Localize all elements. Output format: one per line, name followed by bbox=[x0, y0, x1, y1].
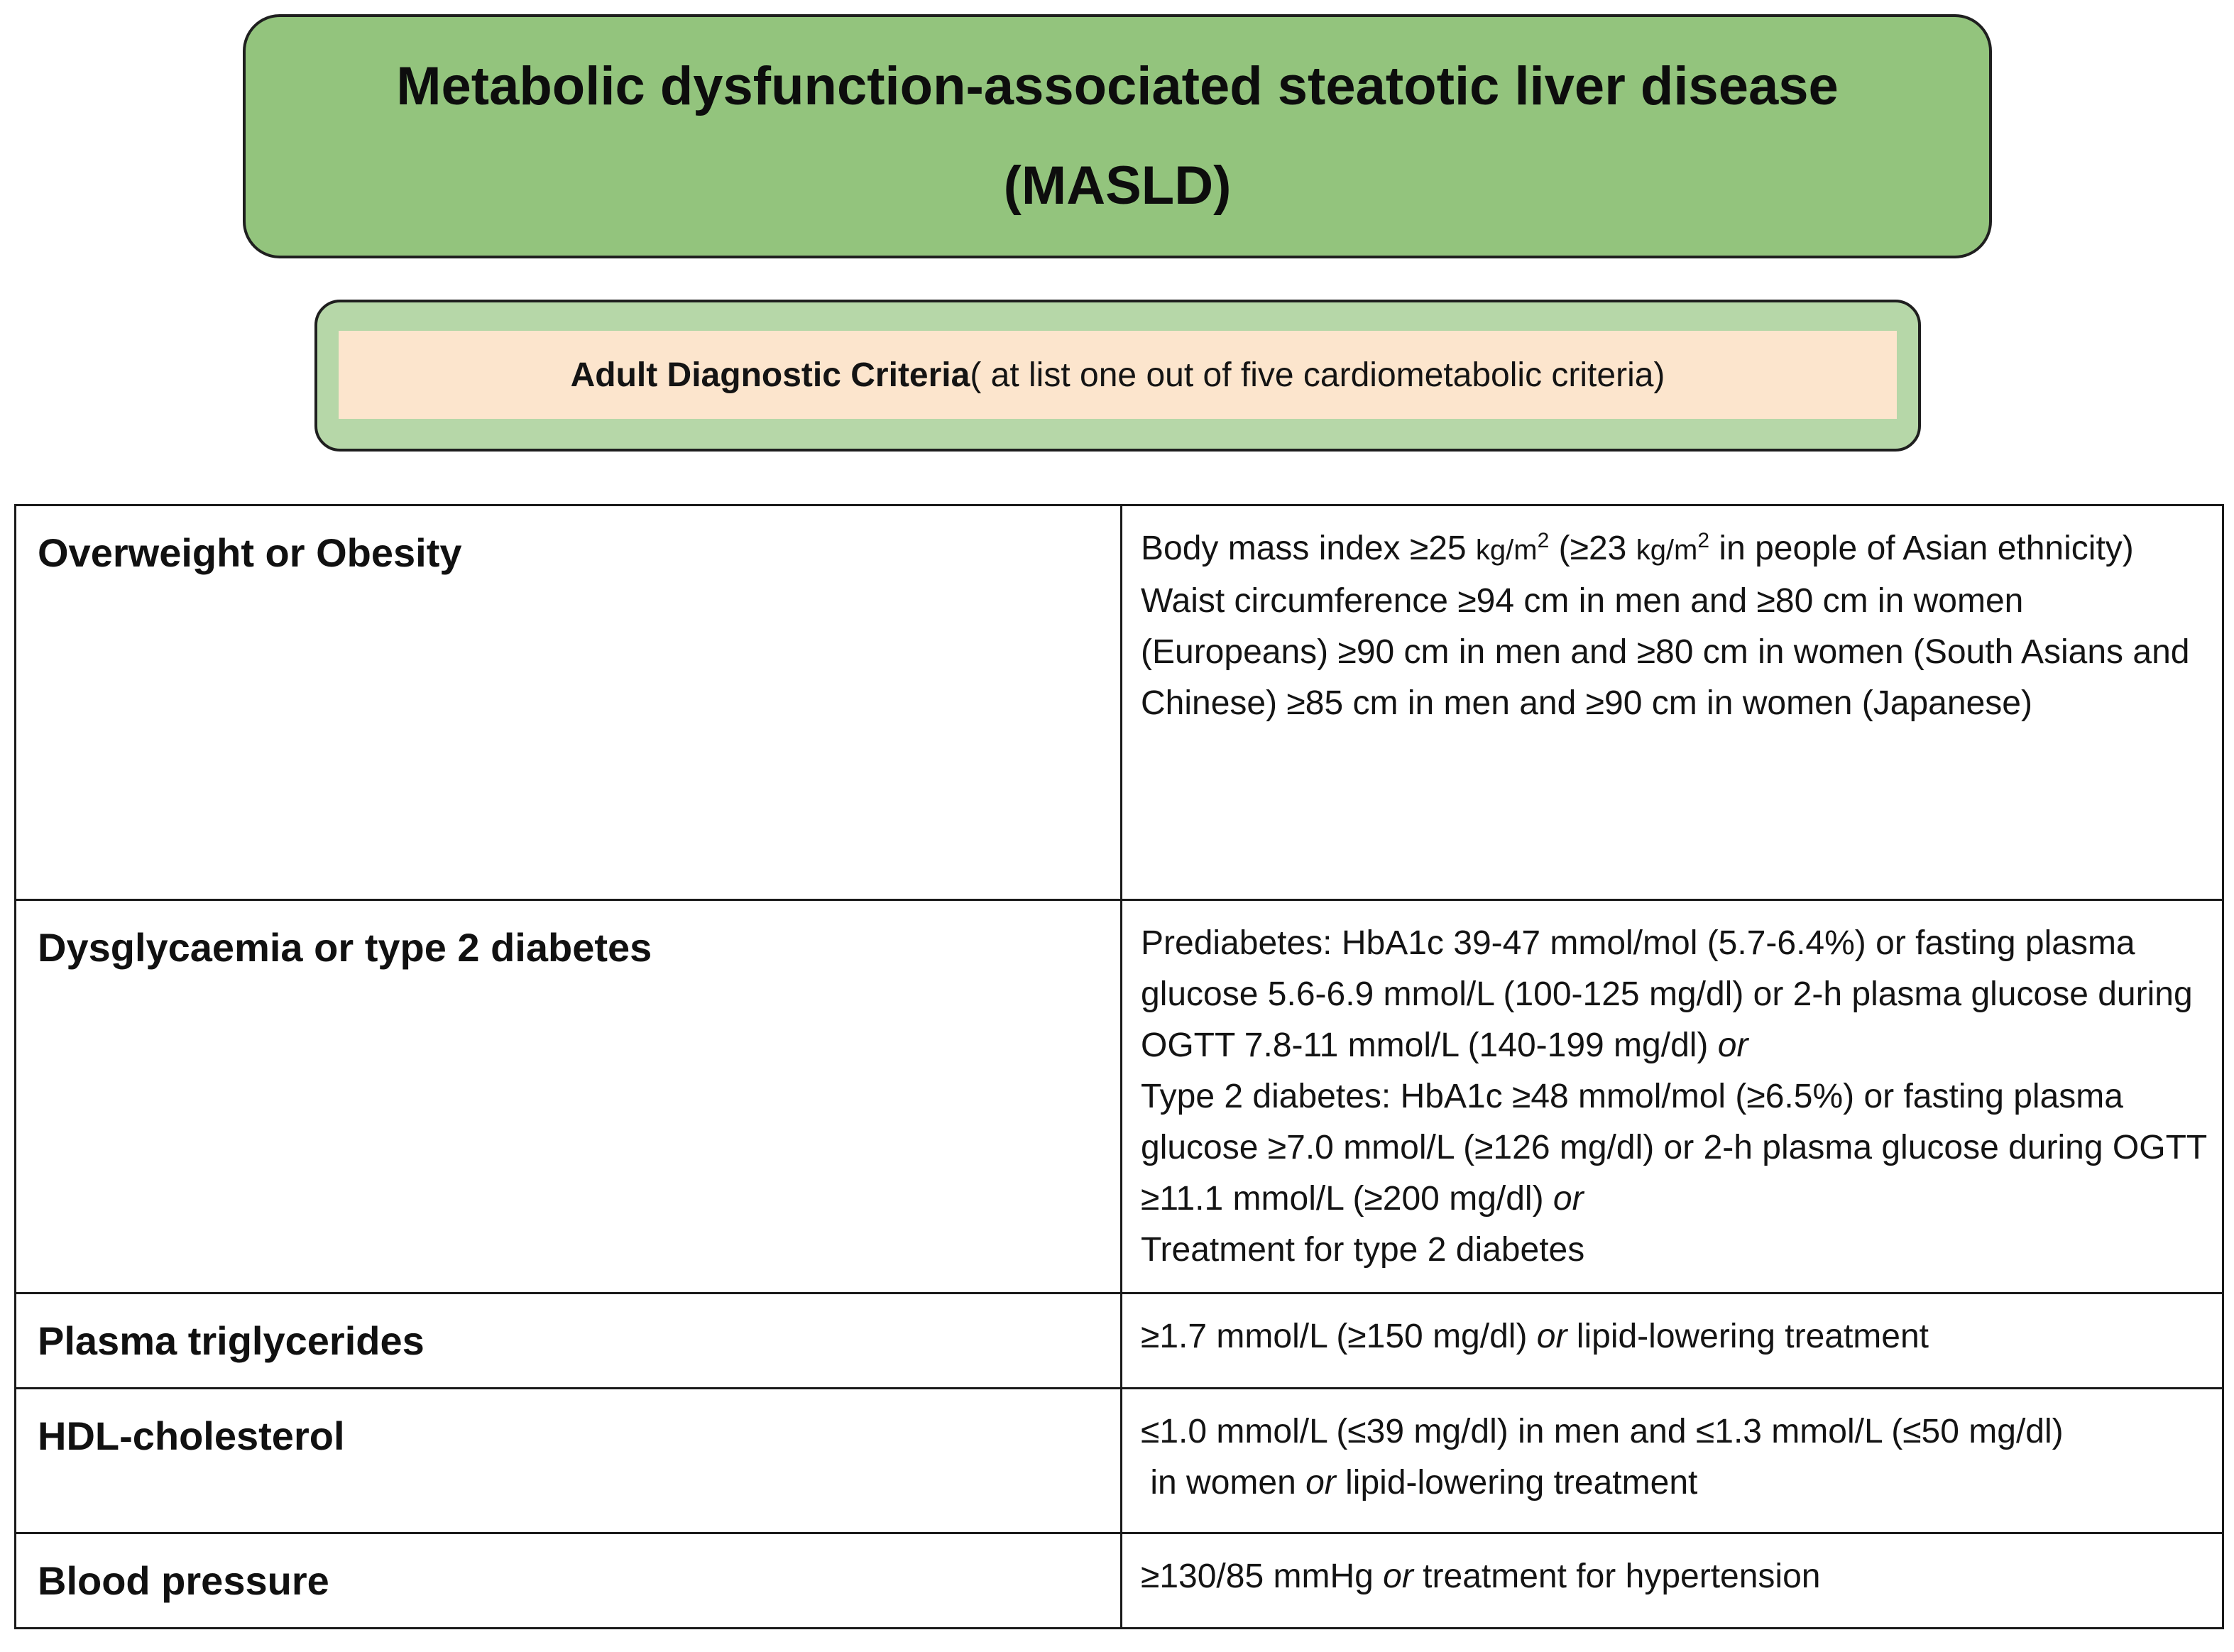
row-label: HDL-cholesterol bbox=[16, 1389, 1122, 1533]
title-line-2: (MASLD) bbox=[1003, 155, 1232, 216]
hdl-text-1: ≤1.0 mmol/L (≤39 mg/dl) in men and ≤1.3 mmol/L (≤50 mg/dl) bbox=[1141, 1413, 2064, 1450]
row-label: Dysglycaemia or type 2 diabetes bbox=[16, 900, 1122, 1293]
bmi-unit1: kg/m bbox=[1475, 535, 1538, 566]
row-value bbox=[1122, 1389, 2223, 1533]
row-label: Plasma triglycerides bbox=[16, 1293, 1122, 1389]
criteria-rest: ( at list one out of five cardiometabolic criteria) bbox=[970, 356, 1665, 394]
criteria-bold: Adult Diagnostic Criteria bbox=[570, 356, 970, 394]
t2d-body: Type 2 diabetes: HbA1c ≥48 mmol/mol (≥6.5%) or fasting plasma glucose ≥7.0 mmol/L (≥126 mg/dl) or 2-h plasma glucose during OGTT ≥11.1 mmol/L (≥200 mg/dl) bbox=[1141, 1078, 2207, 1218]
bmi-a: Body mass index ≥25 bbox=[1141, 530, 1476, 567]
row-value bbox=[1122, 1293, 2223, 1389]
bmi-sup1: 2 bbox=[1537, 529, 1550, 552]
bmi-b: (≥23 bbox=[1549, 530, 1636, 567]
triglycerides-text bbox=[1141, 1311, 2208, 1362]
or-text: or bbox=[1717, 1027, 1748, 1064]
treatment-text: Treatment for type 2 diabetes bbox=[1141, 1231, 1585, 1269]
bmi-c: in people of Asian ethnicity) bbox=[1709, 530, 2134, 567]
hdl-c: lipid-lowering treatment bbox=[1335, 1464, 1698, 1501]
title-banner bbox=[243, 14, 1992, 258]
t2d-text bbox=[1141, 1071, 2208, 1225]
criteria-label bbox=[339, 331, 1897, 419]
criteria-table bbox=[14, 504, 2224, 1629]
row-value bbox=[1122, 1533, 2223, 1629]
table-row bbox=[16, 1389, 2223, 1533]
table-row bbox=[16, 505, 2223, 900]
bp-b: treatment for hypertension bbox=[1413, 1558, 1821, 1595]
hdl-b: in women bbox=[1141, 1464, 1306, 1501]
bmi-text bbox=[1141, 523, 2208, 576]
criteria-banner bbox=[314, 300, 1921, 452]
or-text: or bbox=[1553, 1180, 1584, 1218]
or-text: or bbox=[1305, 1464, 1336, 1501]
row-label: Overweight or Obesity bbox=[16, 505, 1122, 900]
prediabetes-body: Prediabetes: HbA1c 39-47 mmol/mol (5.7-6.4%) or fasting plasma glucose 5.6-6.9 mmol/L (100-125 mg/dl) or 2-h plasma glucose during OGTT 7.8-11 mmol/L (140-199 mg/dl) bbox=[1141, 924, 2193, 1064]
waist-text: Waist circumference ≥94 cm in men and ≥80 cm in women (Europeans) ≥90 cm in men and ≥80 cm in women (South Asians and Chinese) ≥85 cm in men and ≥90 cm in women (Japanese) bbox=[1141, 582, 2190, 722]
row-value bbox=[1122, 900, 2223, 1293]
table-row bbox=[16, 1533, 2223, 1629]
or-text: or bbox=[1536, 1318, 1567, 1355]
tg-b: lipid-lowering treatment bbox=[1567, 1318, 1929, 1355]
table-row bbox=[16, 900, 2223, 1293]
row-label: Blood pressure bbox=[16, 1533, 1122, 1629]
row-value bbox=[1122, 505, 2223, 900]
bmi-sup2: 2 bbox=[1697, 529, 1710, 552]
prediabetes-text bbox=[1141, 918, 2208, 1071]
bmi-unit2: kg/m bbox=[1636, 535, 1698, 566]
bp-text bbox=[1141, 1551, 2208, 1602]
bp-a: ≥130/85 mmHg bbox=[1141, 1558, 1384, 1595]
title-line-1: Metabolic dysfunction-associated steatotic liver disease bbox=[396, 56, 1839, 116]
tg-a: ≥1.7 mmol/L (≥150 mg/dl) bbox=[1141, 1318, 1537, 1355]
or-text: or bbox=[1383, 1558, 1413, 1595]
table-row bbox=[16, 1293, 2223, 1389]
hdl-text-2 bbox=[1141, 1457, 2208, 1509]
